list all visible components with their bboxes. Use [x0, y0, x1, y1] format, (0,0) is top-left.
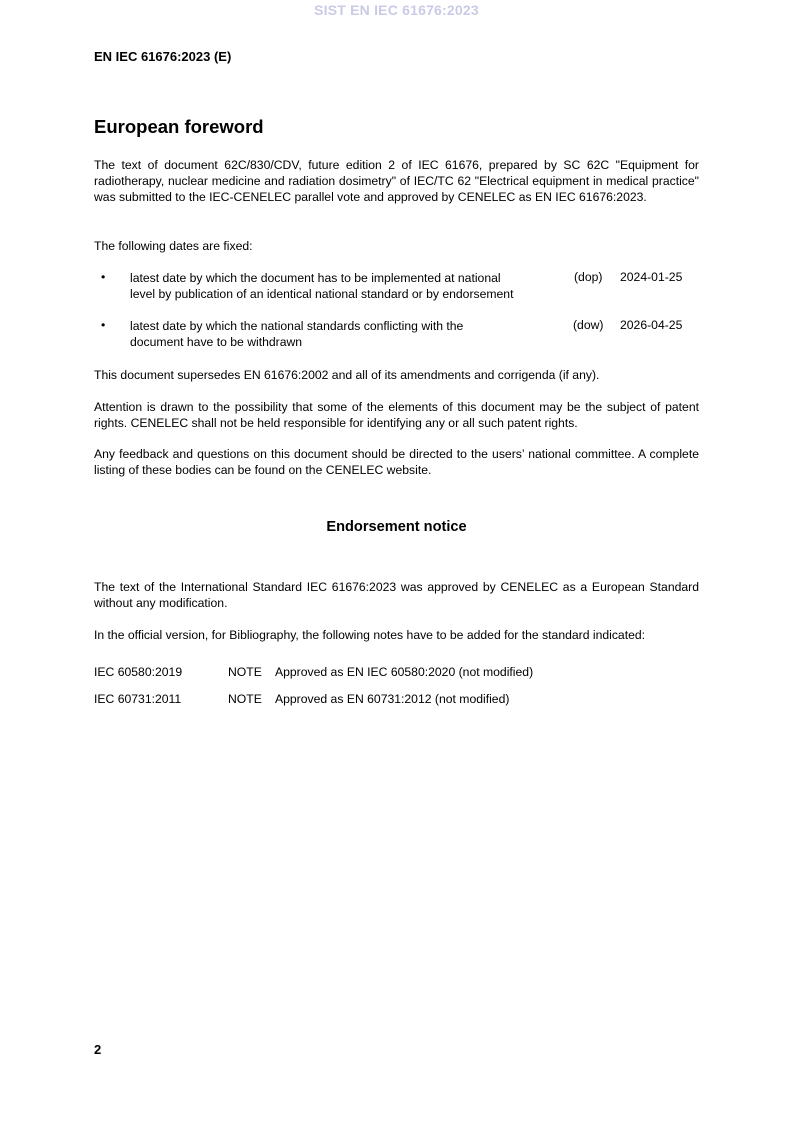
dow-line-1: latest date by which the national standards conflicting with the [130, 319, 464, 333]
dow-date: 2026-04-25 [620, 318, 683, 332]
dop-line-2: level by publication of an identical national standard or by endorsement [130, 287, 514, 302]
foreword-title: European foreword [94, 116, 264, 137]
page-number: 2 [94, 1042, 102, 1057]
patent-paragraph: Attention is drawn to the possibility that some of the elements of this document may be the subject of patent rights. CENELEC shall not be held responsible for identifying any or all such patent rights. [94, 400, 699, 431]
dow-description [130, 318, 560, 350]
dop-abbr: (dop) [574, 270, 603, 284]
dop-description [130, 270, 560, 302]
dow-abbr: (dow) [573, 318, 604, 332]
bullet-dop: • [101, 270, 106, 284]
feedback-paragraph: Any feedback and questions on this document should be directed to the users’ national committee. A complete listing of these bodies can be found on the CENELEC website. [94, 447, 699, 478]
dates-intro: The following dates are fixed: [94, 239, 253, 253]
watermark: SIST EN IEC 61676:2023 [314, 2, 479, 18]
dop-date: 2024-01-25 [620, 270, 683, 284]
endorsement-title: Endorsement notice [326, 519, 467, 535]
dop-line-1: latest date by which the document has to be implemented at national [130, 271, 501, 285]
document-header: EN IEC 61676:2023 (E) [94, 49, 232, 64]
foreword-paragraph: The text of document 62C/830/CDV, future edition 2 of IEC 61676, prepared by SC 62C "Equipment for radiotherapy, nuclear medicine and radiation dosimetry" of IEC/TC 62 "Electrical equipment in medical practice" was submitted to the IEC-CENELEC parallel vote and approved by CENELEC as EN IEC 61676:2023. [94, 158, 699, 205]
note-text: Approved as EN IEC 60580:2020 (not modified) [275, 665, 534, 679]
dow-line-2: document have to be withdrawn [130, 335, 303, 350]
bullet-dow: • [101, 318, 106, 332]
note-text: Approved as EN 60731:2012 (not modified) [275, 692, 510, 706]
note-standard: IEC 60580:2019 [94, 665, 183, 679]
endorsement-paragraph: The text of the International Standard IEC 61676:2023 was approved by CENELEC as a European Standard without any modification. [94, 580, 699, 611]
note-standard: IEC 60731:2011 [94, 692, 182, 706]
supersedes-paragraph: This document supersedes EN 61676:2002 and all of its amendments and corrigenda (if any). [94, 368, 600, 382]
note-label: NOTE [228, 692, 262, 706]
note-label: NOTE [228, 665, 262, 679]
bibliography-paragraph: In the official version, for Bibliography, the following notes have to be added for the standard indicated: [94, 628, 646, 642]
